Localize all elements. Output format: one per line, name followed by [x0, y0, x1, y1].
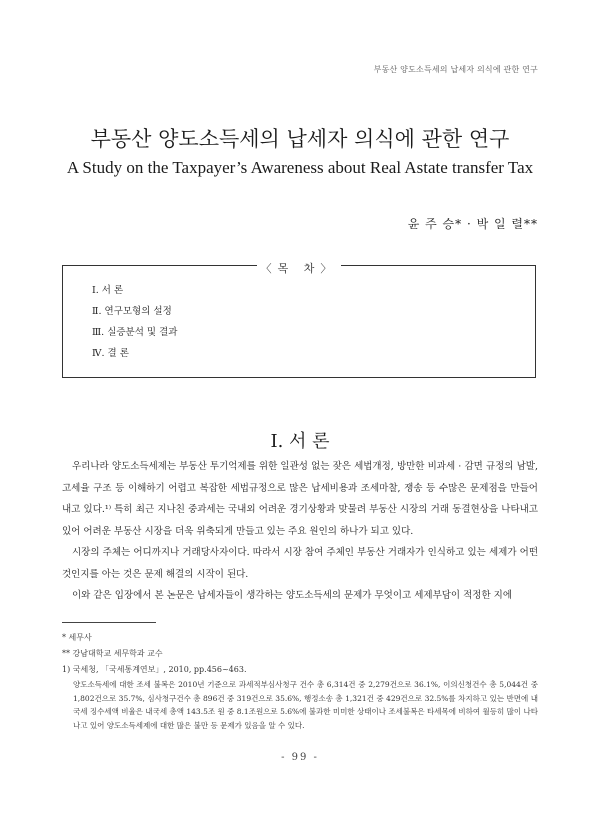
footnote-divider	[62, 622, 156, 623]
paragraph: 이와 같은 입장에서 본 논문은 납세자들이 생각하는 양도소득세의 문제가 무엇이고 세제부담이 적정한 지에	[72, 590, 513, 601]
footnotes	[62, 630, 538, 732]
toc-heading	[63, 257, 535, 276]
toc-list	[92, 280, 177, 364]
toc-item: Ⅳ. 결 론	[92, 348, 129, 359]
footnote-1-reference: 1) 국세청, 「국세통계연보」, 2010, pp.456~463.	[62, 665, 247, 674]
footnote-author-2: ** 강남대학교 세무학과 교수	[62, 649, 163, 658]
toc-item: Ⅰ. 서 론	[92, 285, 124, 296]
toc-heading-label: 〈목 차〉	[257, 262, 342, 275]
paper-title-korean: 부동산 양도소득세의 납세자 의식에 관한 연구	[90, 127, 510, 151]
section-heading: Ⅰ. 서 론	[270, 431, 330, 452]
toc-item: Ⅲ. 실증분석 및 결과	[92, 327, 178, 338]
running-head: 부동산 양도소득세의 납세자 의식에 관한 연구	[373, 65, 538, 74]
footnote-author-1: * 세무사	[62, 633, 92, 642]
author-line: 윤 주 승* · 박 일 렬**	[407, 217, 538, 231]
paragraph: 시장의 주체는 어디까지나 거래당사자이다. 따라서 시장 참여 주체인 부동산 거래자가 인식하고 있는 세제가 어떤 것인지를 아는 것은 문제 해결의 시작이 된다.	[62, 547, 538, 580]
page-number: - 99 -	[281, 752, 319, 763]
paper-title-english: A Study on the Taxpayer’s Awareness about Real Astate transfer Tax	[66, 158, 534, 177]
paragraph: 우리나라 양도소득세제는 부동산 투기억제를 위한 일관성 없는 잦은 세법개정, 방만한 비과세 · 감면 규정의 남발, 고세율 구조 등 이해하기 어렵고 복잡한 세법규정으로 많은 납세비용과 조세마찰, 쟁송 등 수많은 문제점을 만들어 내고 있다.¹⁾ 특히 최근 지나친 중과세는 국내외 어려운 경기상황과 맞물려 부동산 시장의 거래 동결현상을 나타내고 있어 어려운 부동산 시장을 더욱 위축되게 만들고 있는 주요 원인의 하나가 되고 있다.	[62, 461, 538, 537]
table-of-contents	[62, 262, 536, 378]
body-text	[62, 456, 538, 607]
toc-item: Ⅱ. 연구모형의 설정	[92, 306, 172, 317]
footnote-1-body: 양도소득세에 대한 조세 불복은 2010년 기준으로 과세적부심사청구 건수 총 6,314건 중 2,279건으로 36.1%, 이의신청건수 총 5,044건 중 1,802건으로 35.7%, 심사청구건수 총 896건 중 319건으로 35.6%, 행정소송 총 1,321건 중 429건으로 32.5%를 차지하고 있는 반면에 내국세 징수세액 비율은 내국세 총액 143.5조 원 중 8.1조원으로 5.6%에 불과한 미미한 상태이나 조세불복은 타세목에 비하여 월등히 많이 나타나고 있어 양도소득세제에 대한 많은 불만 등 문제가 있음을 알 수 있다.	[73, 680, 538, 730]
